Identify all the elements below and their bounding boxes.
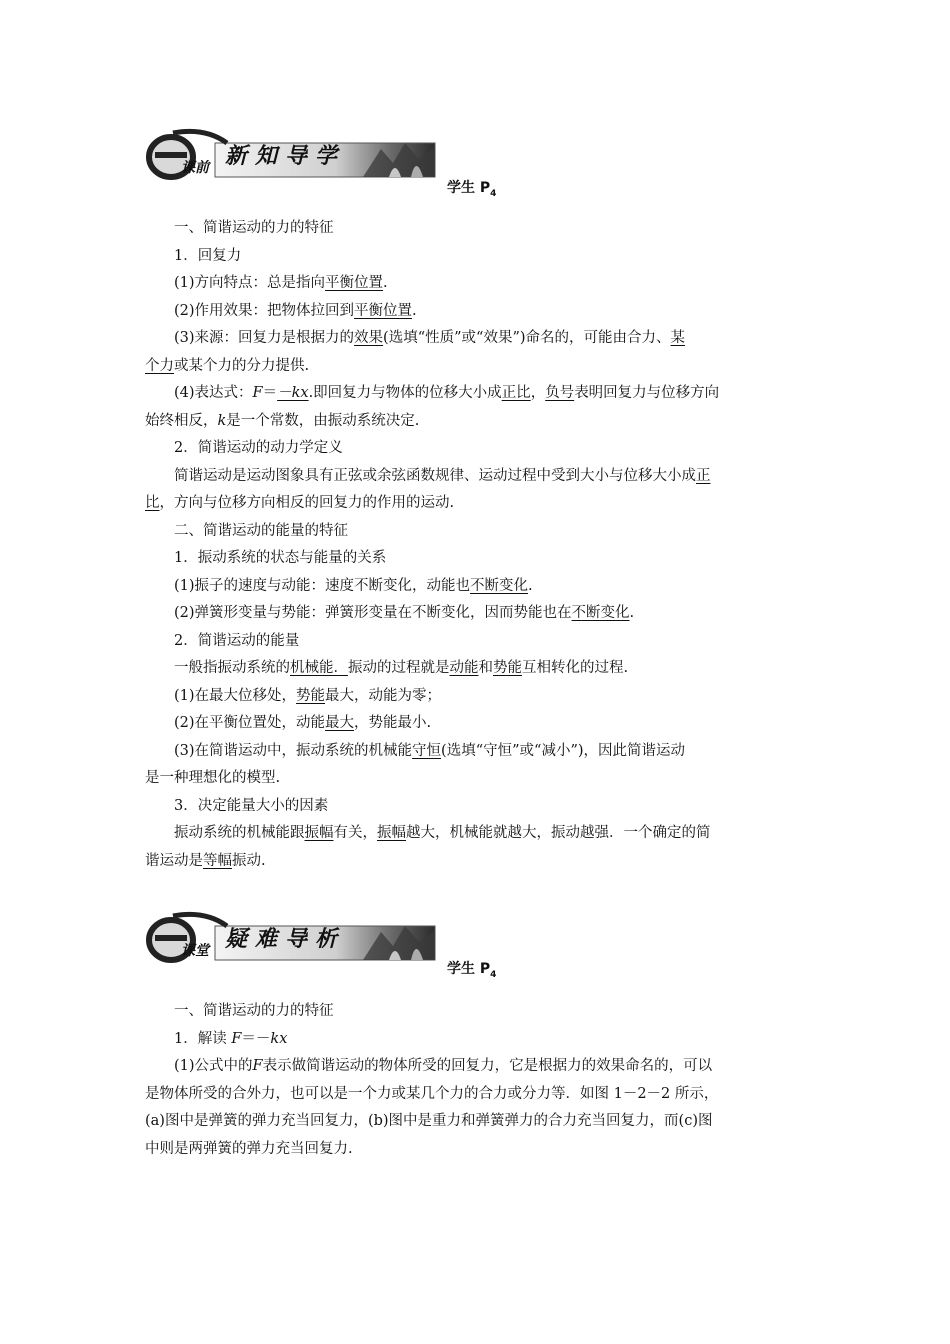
paragraph: (1)方向特点：总是指向平衡位置. bbox=[174, 275, 388, 291]
subheading: 2．简谐运动的动力学定义 bbox=[174, 440, 343, 456]
heading: 二、简谐运动的能量的特征 bbox=[174, 522, 348, 539]
paragraph: 一般指振动系统的机械能．振动的过程就是动能和势能互相转化的过程. bbox=[174, 660, 629, 676]
paragraph: (1)振子的速度与动能：速度不断变化，动能也不断变化. bbox=[174, 577, 533, 594]
section-banner-tag: 课前 bbox=[181, 160, 209, 176]
paragraph: (4)表达式：F＝－kx.即回复力与物体的位移大小成正比，负号表明回复力与位移方向 始终相反，k是一个常数，由振动系统决定. bbox=[145, 385, 720, 429]
section-banner-title: 新知导学 bbox=[225, 144, 346, 169]
paragraph: 简谐运动是运动图象具有正弦或余弦函数规律、运动过程中受到大小与位移大小成正 比，方向与位移方向相反的回复力的作用的运动. bbox=[145, 467, 711, 511]
heading: 一、简谐运动的力的特征 bbox=[174, 1003, 334, 1019]
page-reference: 学生 $P_4$ bbox=[447, 180, 497, 199]
section-banner-title: 疑难导析 bbox=[225, 927, 346, 952]
section-banner-inclass bbox=[143, 908, 438, 968]
subheading: 3．决定能量大小的因素 bbox=[174, 797, 329, 814]
subheading: 1．振动系统的状态与能量的关系 bbox=[174, 550, 387, 566]
paragraph: (1)公式中的F表示做简谐运动的物体所受的回复力，它是根据力的效果命名的，可以 是物体所受的合外力，也可以是一个力或某几个力的合力或分力等．如图 1－2－2 所示， (a)图中是弹簧的弹力充当回复力，(b)图中是重力和弹簧弹力的合力充当回复力，而(c)图 中则是两弹簧的弹力充当回复力. bbox=[145, 1058, 719, 1157]
section-banner-preclass bbox=[143, 125, 438, 185]
subheading: 1．回复力 bbox=[174, 247, 242, 264]
paragraph: 振动系统的机械能跟振幅有关，振幅越大，机械能就越大，振动越强．一个确定的简 谐运动是等幅振动. bbox=[145, 825, 711, 869]
paragraph: (3)来源：回复力是根据力的效果(选填“性质”或“效果”)命名的，可能由合力、某 个力或某个力的分力提供. bbox=[145, 330, 686, 374]
subheading: 1．解读 F＝－kx bbox=[174, 1030, 288, 1047]
paragraph: (1)在最大位移处，势能最大，动能为零； bbox=[174, 687, 442, 704]
subheading: 2．简谐运动的能量 bbox=[174, 632, 300, 649]
paragraph: (3)在简谐运动中，振动系统的机械能守恒(选填“守恒”或“减小”)，因此简谐运动 是一种理想化的模型. bbox=[145, 742, 686, 786]
inclass-content bbox=[145, 998, 807, 1163]
paragraph: (2)作用效果：把物体拉回到平衡位置. bbox=[174, 302, 417, 319]
page-reference: 学生 $P_4$ bbox=[447, 961, 497, 980]
section-banner-tag: 课堂 bbox=[181, 943, 209, 959]
paragraph: (2)弹簧形变量与势能：弹簧形变量在不断变化，因而势能也在不断变化. bbox=[174, 605, 635, 621]
heading: 一、简谐运动的力的特征 bbox=[174, 220, 334, 236]
preclass-content bbox=[145, 215, 807, 875]
paragraph: (2)在平衡位置处，动能最大，势能最小. bbox=[174, 715, 432, 731]
